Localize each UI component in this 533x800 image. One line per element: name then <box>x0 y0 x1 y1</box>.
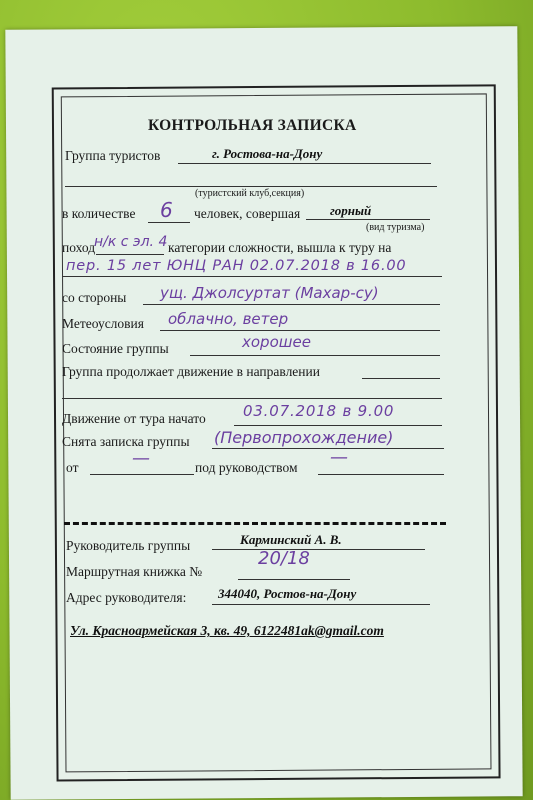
from-value: — <box>132 448 150 469</box>
tourism-caption: (вид туризма) <box>366 222 425 233</box>
leader-under-value: — <box>330 447 348 468</box>
address-value: 344040, Ростов-на-Дону <box>218 586 357 601</box>
hike-value: н/к с эл. 4 <box>94 234 168 250</box>
form-title: КОНТРОЛЬНАЯ ЗАПИСКА <box>148 117 357 134</box>
condition-line <box>190 355 440 356</box>
direction-label: Группа продолжает движение в направлении <box>62 364 320 379</box>
side-label: со стороны <box>62 290 127 305</box>
club-caption: (туристский клуб,секция) <box>195 188 305 199</box>
removed-line <box>212 448 444 449</box>
removed-value: (Первопрохождение) <box>214 428 394 447</box>
address-line <box>212 604 430 605</box>
address-label: Адрес руководителя: <box>66 590 187 605</box>
dashed-separator <box>64 522 446 525</box>
tourism-value: горный <box>330 203 372 218</box>
weather-label: Метеоусловия <box>62 316 144 331</box>
weather-line <box>160 330 440 331</box>
hike-label: поход <box>62 240 96 255</box>
side-line <box>143 304 440 305</box>
side-value: ущ. Джолсуртат (Махар-су) <box>160 284 379 302</box>
from-label: от <box>66 460 79 475</box>
tourism-line <box>306 219 430 220</box>
pass-line <box>62 276 442 277</box>
condition-value: хорошее <box>242 333 311 351</box>
count-label: в количестве <box>62 206 136 221</box>
condition-label: Состояние группы <box>62 341 169 356</box>
street-value: Ул. Красноармейская 3, кв. 49, 6122481ak@gmail.com <box>70 623 384 638</box>
pass-value: пер. 15 лет ЮНЦ РАН 02.07.2018 в 16.00 <box>66 258 407 274</box>
group-value: г. Ростова-на-Дону <box>212 146 323 161</box>
leader-line <box>212 549 425 550</box>
category-label: категории сложности, вышла к туру на <box>168 240 392 255</box>
weather-value: облачно, ветер <box>168 310 289 328</box>
book-value: 20/18 <box>258 548 310 569</box>
group-line <box>178 163 431 164</box>
count-line <box>148 222 190 223</box>
group-label: Группа туристов <box>65 148 161 163</box>
start-value: 03.07.2018 в 9.00 <box>243 402 395 420</box>
count-value: 6 <box>160 198 173 222</box>
direction-line <box>362 378 440 379</box>
leader-label: Руководитель группы <box>66 538 191 553</box>
direction-line-2 <box>62 398 442 399</box>
hike-line <box>96 254 164 255</box>
book-line <box>238 579 350 580</box>
start-label: Движение от тура начато <box>62 411 206 426</box>
book-label: Маршрутная книжка № <box>66 564 203 579</box>
people-label: человек, совершая <box>194 206 301 221</box>
leader-under-label: под руководством <box>195 460 298 475</box>
leader-value: Карминский А. В. <box>240 532 342 547</box>
removed-label: Снята записка группы <box>62 434 190 449</box>
from-line <box>90 474 194 475</box>
start-line <box>234 425 442 426</box>
group-line-2 <box>65 186 437 187</box>
leader-under-line <box>318 474 444 475</box>
